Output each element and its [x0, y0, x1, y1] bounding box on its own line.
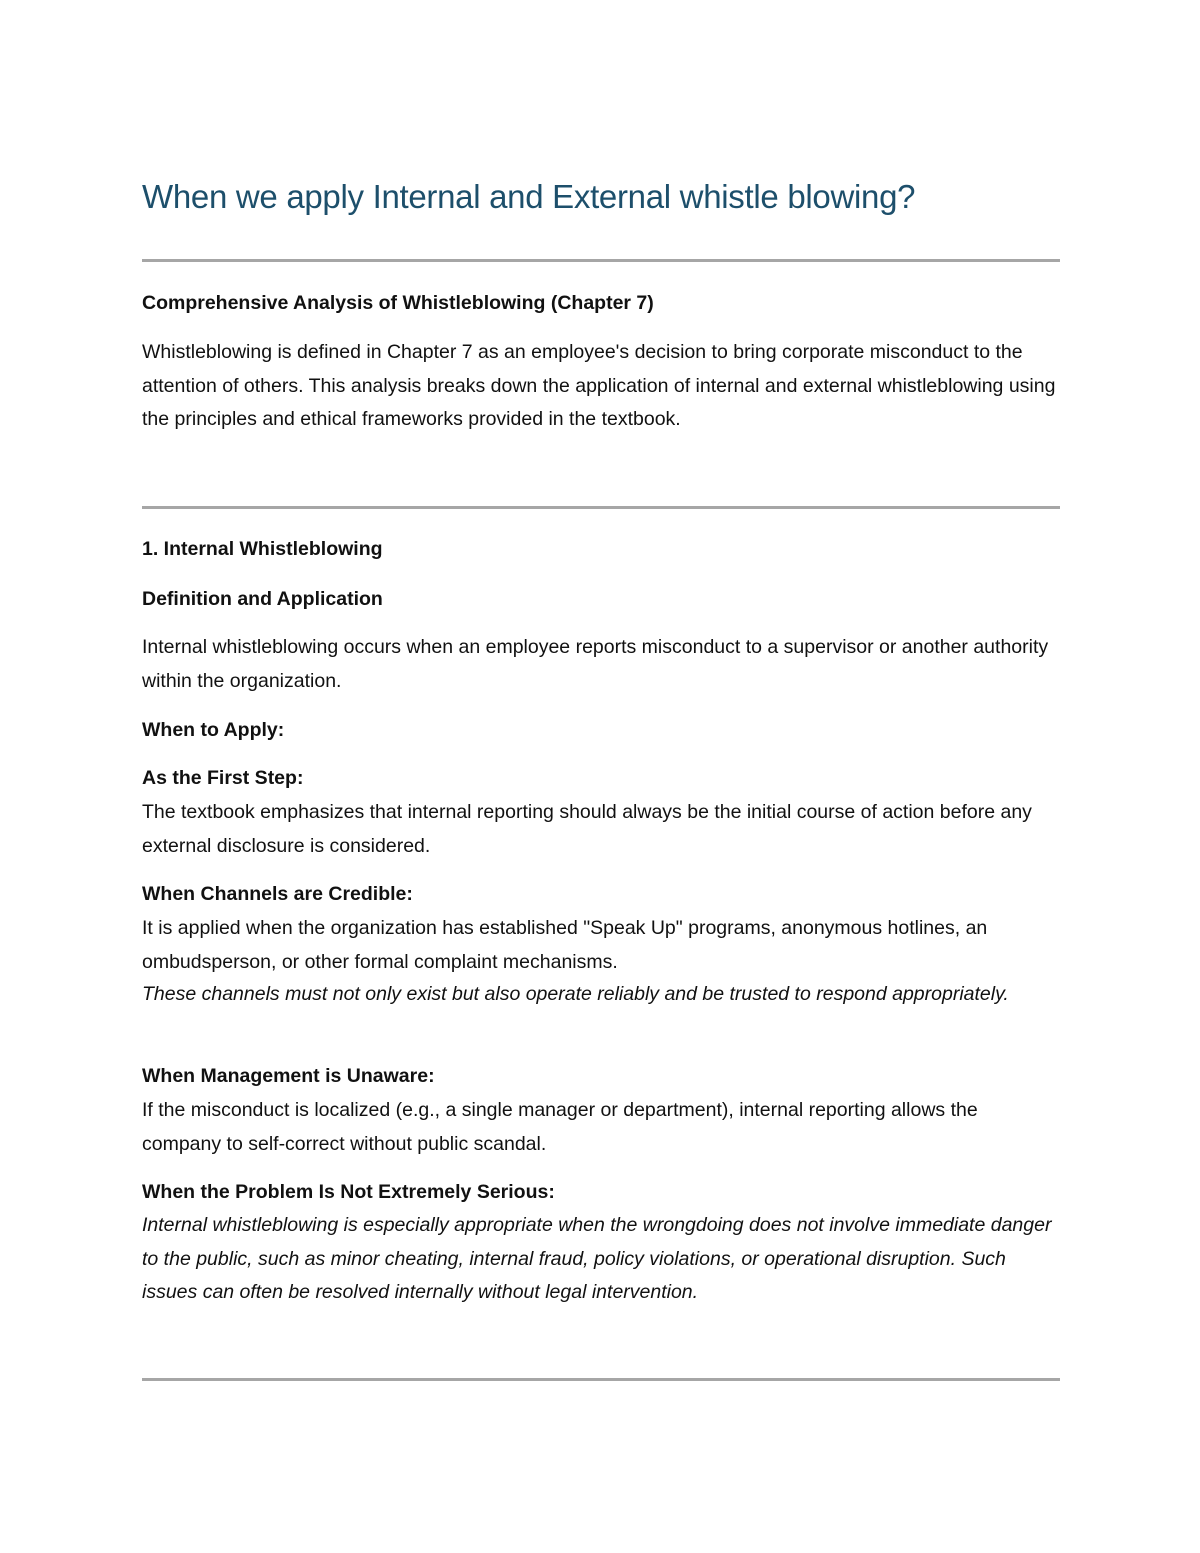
section-heading: 1. Internal Whistleblowing [142, 538, 383, 560]
item-note: These channels must not only exist but also operate reliably and be trusted to respond appropriately. [142, 983, 1009, 1005]
when-to-apply-label: When to Apply: [142, 719, 285, 741]
item-label: When Channels are Credible: [142, 883, 413, 905]
divider [142, 259, 1060, 262]
divider [142, 506, 1060, 509]
intro-body: Whistleblowing is defined in Chapter 7 as an employee's decision to bring corporate misconduct to the attention of others. This analysis breaks down the application of internal and external whistleblowing using the principles and ethical frameworks provided in the textbook. [142, 341, 1056, 430]
item-text: It is applied when the organization has established "Speak Up" programs, anonymous hotlines, an ombudsperson, or other formal complaint mechanisms. [142, 917, 988, 973]
item-text: If the misconduct is localized (e.g., a single manager or department), internal reporting allows the company to self-correct without public scandal. [142, 1099, 978, 1155]
item-text: The textbook emphasizes that internal reporting should always be the initial course of action before any external disclosure is considered. [142, 801, 1032, 857]
intro-heading: Comprehensive Analysis of Whistleblowing (Chapter 7) [142, 292, 654, 314]
item-note: Internal whistleblowing is especially appropriate when the wrongdoing does not involve immediate danger to the public, such as minor cheating, internal fraud, policy violations, or operational disruption. Such issues can often be resolved internally without legal intervention. [142, 1214, 1052, 1303]
section-subheading: Definition and Application [142, 588, 383, 610]
item-label: As the First Step: [142, 767, 304, 789]
divider [142, 1378, 1060, 1381]
item-label: When the Problem Is Not Extremely Serious: [142, 1181, 555, 1203]
definition-text: Internal whistleblowing occurs when an employee reports misconduct to a supervisor or another authority within the organization. [142, 636, 1049, 692]
page-title: When we apply Internal and External whistle blowing? [142, 178, 916, 215]
item-label: When Management is Unaware: [142, 1065, 435, 1087]
